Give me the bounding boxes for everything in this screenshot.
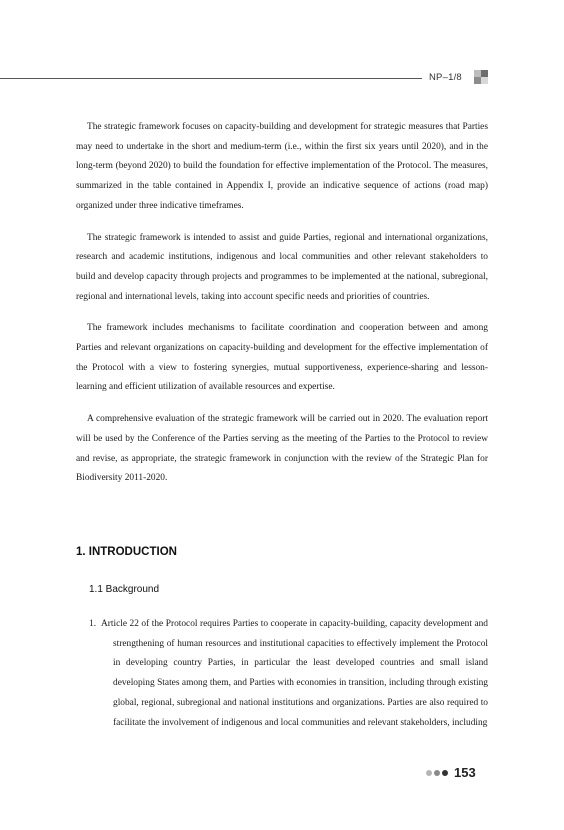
intro-text-block: [76, 118, 488, 489]
dot-icon: [442, 770, 448, 776]
document-code: NP–1/8: [429, 72, 462, 83]
numbered-paragraph: [89, 615, 488, 733]
paragraph: The strategic framework focuses on capacity-building and development for strategic measures that Parties may need to undertake in the short and medium-term (i.e., within the first six years until 2020), and in the long-term (beyond 2020) to build the foundation for effective implementation of the Protocol. The measures, summarized in the table contained in Appendix I, provide an indicative sequence of actions (road map) organized under three indicative timeframes.: [76, 122, 488, 211]
dot-icon: [434, 770, 440, 776]
header-checker-mark: [474, 70, 488, 84]
page-footer: [426, 765, 476, 780]
paragraph: A comprehensive evaluation of the strategic framework will be carried out in 2020. The evaluation report will be used by the Conference of the Parties serving as the meeting of the Parties to the Protocol to review and revise, as appropriate, the strategic framework in conjunction with the review of the Strategic Plan for Biodiversity 2011-2020.: [76, 414, 488, 484]
dot-icon: [426, 770, 432, 776]
subsection-heading: 1.1 Background: [89, 584, 160, 595]
page-number: 153: [454, 765, 476, 780]
header-rule: [0, 78, 422, 79]
item-number: 1.: [89, 619, 97, 629]
paragraph: The framework includes mechanisms to facilitate coordination and cooperation between and among Parties and relevant organizations on capacity-building and development for the effective implementation of the Protocol with a view to fostering synergies, mutual supportiveness, experience-sharing and lesson-learning and efficient utilization of available resources and expertise.: [76, 323, 488, 393]
item-text: Article 22 of the Protocol requires Parties to cooperate in capacity-building, capacity development and strengthening of human resources and institutional capacities to effectively implement the Protocol in developing country Parties, in particular the least developed countries and small island developing States among them, and Parties with economies in transition, including through existing global, regional, subregional and national institutions and organizations. Parties are also required to facilitate the involvement of indigenous and local communities and relevant stakeholders, including: [101, 619, 488, 728]
section-heading: 1. INTRODUCTION: [76, 546, 177, 558]
paragraph: The strategic framework is intended to assist and guide Parties, regional and international organizations, research and academic institutions, indigenous and local communities and other relevant stakeholders to build and develop capacity through projects and programmes to be implemented at the national, subregional, regional and international levels, taking into account specific needs and priorities of countries.: [76, 232, 488, 302]
